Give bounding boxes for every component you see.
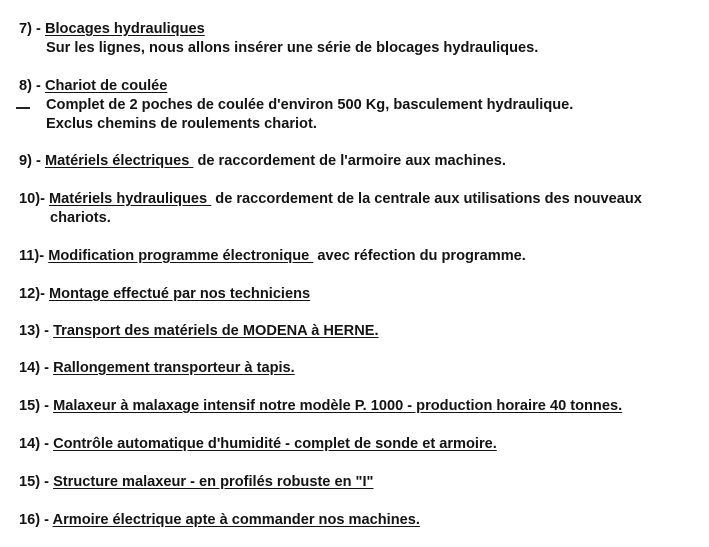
item-title: Transport des matériels de MODENA à HERNE.	[53, 323, 379, 339]
item-rest: de raccordement de la centrale aux utilisations des nouveaux	[211, 191, 642, 207]
item-number: 15) -	[19, 398, 54, 414]
item-number: 12)-	[19, 286, 50, 302]
item-16-armoire-electrique	[19, 511, 709, 530]
item-number: 14) -	[19, 360, 54, 376]
item-detail-line: Sur les lignes, nous allons insérer une série de blocages hydrauliques.	[46, 40, 539, 56]
item-title: Contrôle automatique d'humidité - complet de sonde et armoire.	[53, 436, 497, 452]
item-13-transport	[19, 322, 709, 341]
item-rest: de raccordement de l'armoire aux machines.	[193, 153, 506, 169]
item-14-rallongement	[19, 359, 709, 378]
item-detail-line: chariots.	[50, 210, 111, 226]
item-title: Matériels électriques	[44, 153, 194, 169]
item-detail-line: Exclus chemins de roulements chariot.	[46, 116, 317, 132]
item-number: 15) -	[19, 474, 54, 490]
item-number: 9) -	[19, 153, 45, 169]
item-number: 11)-	[19, 248, 49, 264]
item-number: 16) -	[19, 512, 53, 528]
item-title: Armoire électrique apte à commander nos machines.	[52, 512, 420, 528]
item-title: Matériels hydrauliques	[49, 191, 212, 207]
item-7-blocages	[19, 20, 709, 58]
margin-dash-mark	[16, 107, 30, 109]
item-number: 7) -	[19, 21, 45, 37]
item-10-materiels-hydrauliques	[19, 190, 709, 228]
item-14-controle-humidite	[19, 435, 709, 454]
item-11-modification-programme	[19, 247, 709, 266]
item-title: Modification programme électronique	[48, 248, 314, 264]
item-number: 14) -	[19, 436, 54, 452]
item-12-montage	[19, 285, 709, 304]
item-15-structure-malaxeur	[19, 473, 709, 492]
item-detail-line: Complet de 2 poches de coulée d'environ 500 Kg, basculement hydraulique.	[46, 97, 574, 113]
item-number: 10)-	[19, 191, 50, 207]
item-title: Blocages hydrauliques	[44, 21, 205, 37]
item-title: Rallongement transporteur à tapis.	[53, 360, 295, 376]
item-number: 8) -	[19, 78, 45, 94]
item-title: Chariot de coulée	[44, 78, 168, 94]
item-8-chariot	[19, 77, 709, 134]
item-rest: avec réfection du programme.	[313, 248, 526, 264]
item-15-malaxeur	[19, 397, 709, 416]
item-title: Montage effectué par nos techniciens	[49, 286, 311, 302]
item-number: 13) -	[19, 323, 54, 339]
item-title: Malaxeur à malaxage intensif notre modèle P. 1000 - production horaire 40 tonnes.	[53, 398, 623, 414]
item-9-materiels-electriques	[19, 152, 709, 171]
item-title: Structure malaxeur - en profilés robuste en "I"	[53, 474, 374, 490]
